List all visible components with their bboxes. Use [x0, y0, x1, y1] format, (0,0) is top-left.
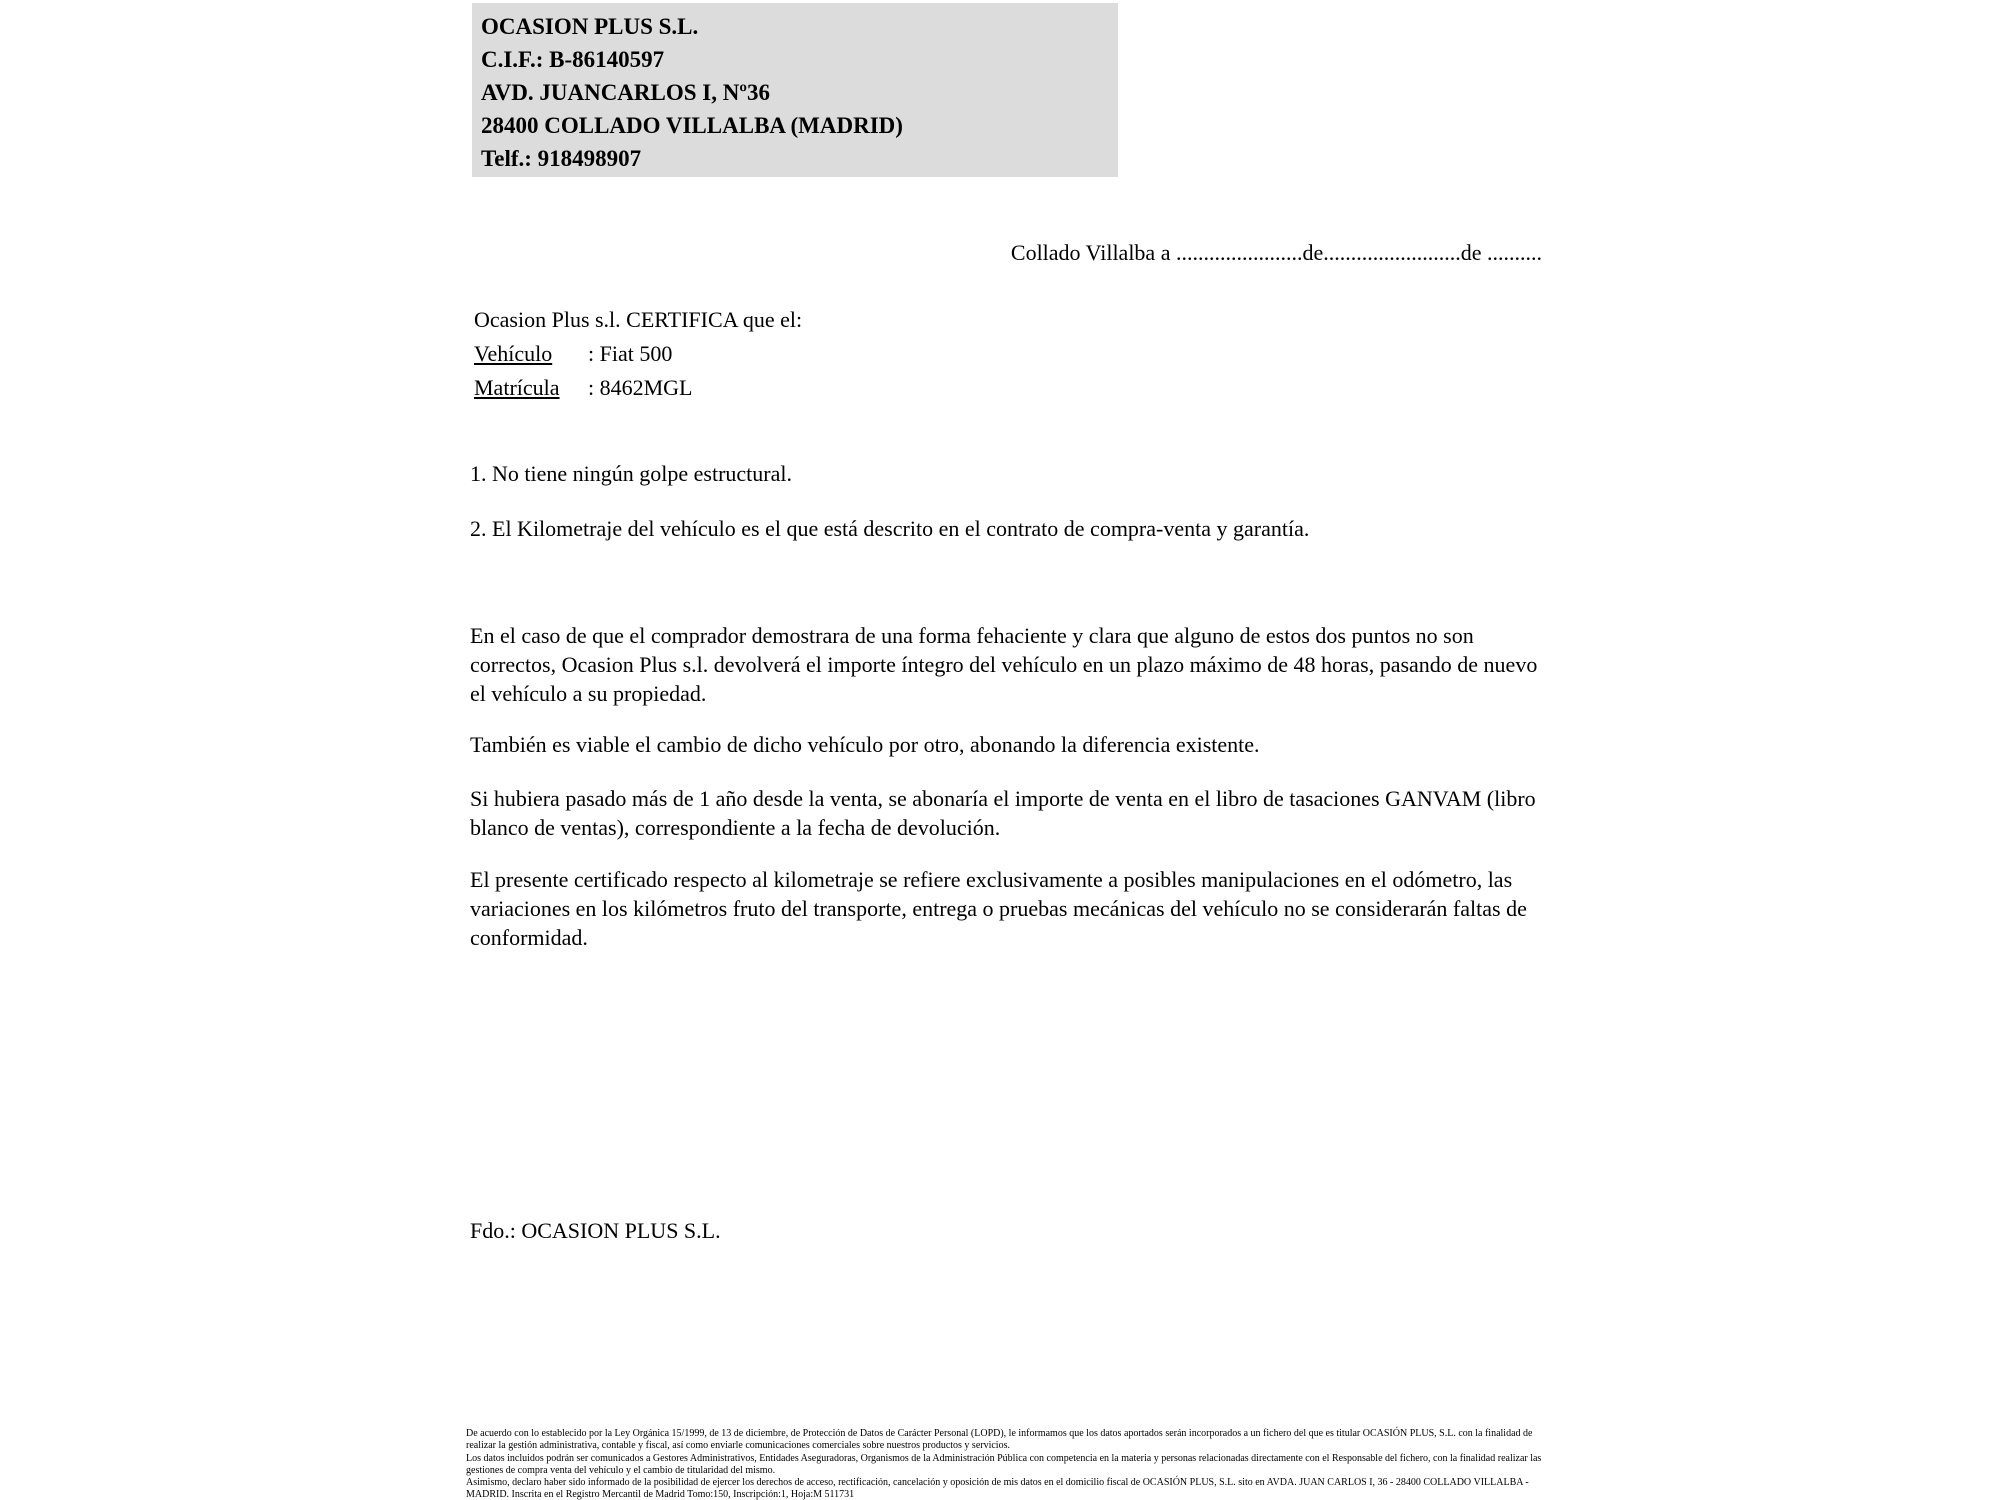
vehicle-field	[474, 337, 802, 371]
paragraph-odometer-clause: El presente certificado respecto al kilometraje se refiere exclusivamente a posibles manipulaciones en el odómetro, las variaciones en los kilómetros fruto del transporte, entrega o pruebas mecánicas del vehículo no se considerarán faltas de conformidad.	[470, 867, 1527, 950]
letterhead-phone: Telf.: 918498907	[481, 146, 642, 171]
legal-footer	[466, 1428, 1558, 1500]
vehicle-value: : Fiat 500	[588, 341, 673, 366]
certificate-point-1: 1. No tiene ningún golpe estructural.	[470, 461, 792, 486]
paragraph-refund-clause: En el caso de que el comprador demostrara de una forma fehaciente y clara que alguno de estos dos puntos no son correctos, Ocasion Plus s.l. devolverá el importe íntegro del vehículo en un plazo máximo de 48 horas, pasando de nuevo el vehículo a su propiedad.	[470, 623, 1538, 706]
vehicle-label: Vehículo	[474, 341, 553, 366]
letterhead-cif: C.I.F.: B-86140597	[481, 47, 665, 72]
plate-label: Matrícula	[474, 375, 560, 400]
certify-block	[474, 303, 802, 405]
letterhead	[472, 3, 1118, 177]
legal-paragraph-data-sharing: Los datos incluidos podrán ser comunicados a Gestores Administrativos, Entidades Aseguradoras, Organismos de la Administración Pública con competencia en la materia y personas relacionadas directamente con el Responsable del fichero, con la finalidad realizar las gestiones de compra venta del vehículo y el cambio de titularidad del mismo.	[466, 1452, 1542, 1476]
certificate-point-2: 2. El Kilometraje del vehículo es el que está descrito en el contrato de compra-venta y garantía.	[470, 516, 1310, 541]
paragraph-exchange-clause: También es viable el cambio de dicho vehículo por otro, abonando la diferencia existente.	[470, 732, 1260, 757]
plate-value: : 8462MGL	[588, 375, 693, 400]
plate-field	[474, 371, 802, 405]
letterhead-city: 28400 COLLADO VILLALBA (MADRID)	[481, 113, 903, 138]
signature-line: Fdo.: OCASION PLUS S.L.	[470, 1218, 721, 1243]
legal-paragraph-lopd: De acuerdo con lo establecido por la Ley Orgánica 15/1999, de 13 de diciembre, de Protección de Datos de Carácter Personal (LOPD), le informamos que los datos aportados serán incorporados a un fichero del que es titular OCASIÓN PLUS, S.L. con la finalidad de realizar la gestión administrativa, contable y fiscal, así como enviarle comunicaciones comerciales sobre nuestros productos y servicios.	[466, 1428, 1533, 1452]
certify-intro: Ocasion Plus s.l. CERTIFICA que el:	[474, 307, 803, 332]
letterhead-address: AVD. JUANCARLOS I, Nº36	[481, 80, 770, 105]
paragraph-ganvam-clause: Si hubiera pasado más de 1 año desde la venta, se abonaría el importe de venta en el libro de tasaciones GANVAM (libro blanco de ventas), correspondiente a la fecha de devolución.	[470, 786, 1536, 840]
date-line: Collado Villalba a .......................de.........................de ..........	[1010, 240, 1542, 265]
legal-paragraph-rights: Asimismo, declaro haber sido informado de la posibilidad de ejercer los derechos de acceso, rectificación, cancelación y oposición de mis datos en el domicilio fiscal de OCASIÓN PLUS, S.L. sito en AVDA. JUAN CARLOS I, 36 - 28400 COLLADO VILLALBA - MADRID. Inscrita en el Registro Mercantil de Madrid Tomo:150, Inscripción:1, Hoja:M 511731	[466, 1477, 1529, 1500]
letterhead-company-name: OCASION PLUS S.L.	[481, 14, 699, 39]
